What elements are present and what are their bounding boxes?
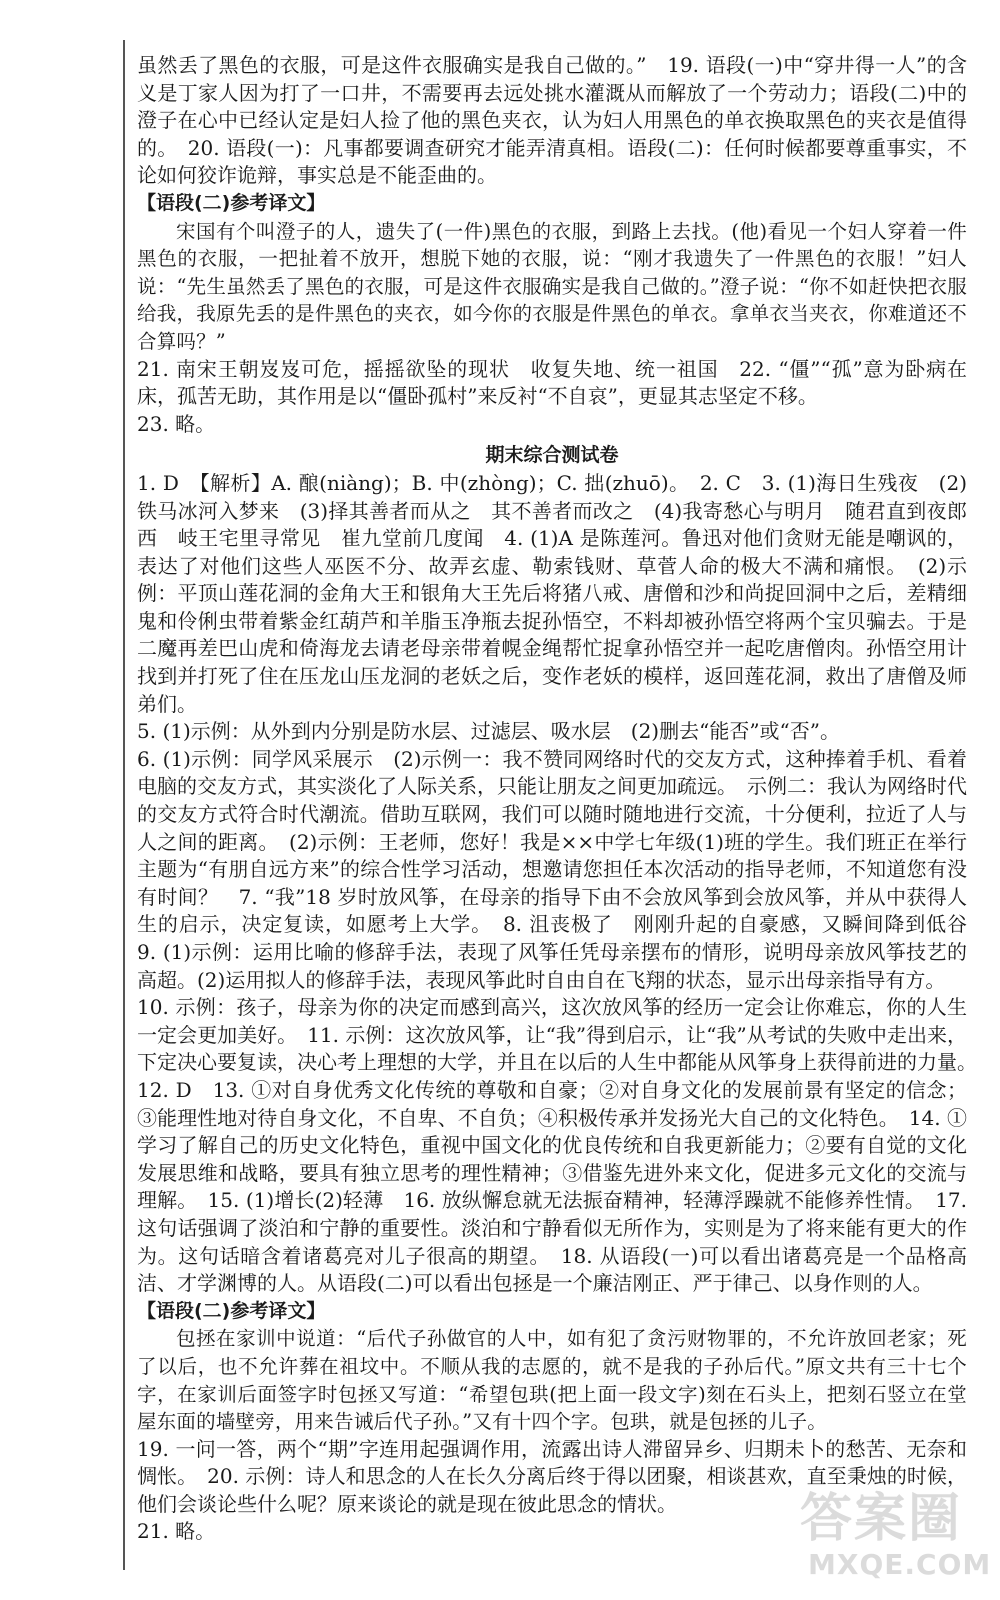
left-margin-rule <box>123 40 125 1570</box>
section-title: 期末综合测试卷 <box>485 444 619 467</box>
answer-paragraph: 10. 示例：孩子，母亲为你的决定而感到高兴，这次放风筝的经历一定会让你难忘，你的人生一定会更加美好。 11. 示例：这次放风筝，让“我”得到启示，让“我”从考试的失败中走出来，下定决心要复读，决心考上理想的大学，并且在以后的人生中都能从风筝身上获得前进的力量。 12. D 13. ①对自身优秀文化传统的尊敬和自豪；②对自身文化的发展前景有坚定的信念；③能理性地对待自身文化，不自卑、不自负；④积极传承并发扬光大自己的文化特色。 14. ①学习了解自己的历史文化特色，重视中国文化的优良传统和自我更新能力；②要有自觉的文化发展思维和战略，要具有独立思考的理性精神；③借鉴先进外来文化，促进多元文化的交流与理解。 15. (1)增长(2)轻薄 16. 放纵懈怠就无法振奋精神，轻薄浮躁就不能修养性情。 17. 这句话强调了淡泊和宁静的重要性。淡泊和宁静看似无所作为，实则是为了将来能有更大的作为。这句话暗含着诸葛亮对儿子很高的期望。 18. 从语段(一)可以看出诸葛亮是一个品格高洁、才学渊博的人。从语段(二)可以看出包拯是一个廉洁刚正、严于律己、以身作则的人。 <box>137 995 987 1296</box>
answer-paragraph: 21. 略。 <box>137 1519 216 1544</box>
answer-paragraph: 6. (1)示例：同学风采展示 (2)示例一：我不赞同网络时代的交友方式，这种捧着手机、看着电脑的交友方式，其实淡化了人际关系，只能让朋友之间更加疏远。 示例二：我认为网络时代的交友方式符合时代潮流。借助互联网，我们可以随时随地进行交流，十分便利，拉近了人与人之间的距离。 (2)示例：王老师，您好！我是××中学七年级(1)班的学生。我们班正在举行主题为“有朋自远方来”的综合性学习活动，想邀请您担任本次活动的指导老师，不知道您有没有时间？ 7. “我”18 岁时放风筝，在母亲的指导下由不会放风筝到会放风筝，并从中获得人生的启示，决定复读，如愿考上大学。 8. 沮丧极了 刚刚升起的自豪感，又瞬间降到低谷 9. (1)示例：运用比喻的修辞手法，表现了风筝任凭母亲摆布的情形，说明母亲放风筝技艺的高超。(2)运用拟人的修辞手法，表现风筝此时自由自在飞翔的状态，显示出母亲指导有方。 <box>137 746 987 992</box>
answer-paragraph: 虽然丢了黑色的衣服，可是这件衣服确实是我自己做的。” 19. 语段(一)中“穿井得一人”的含义是丁家人因为打了一口井，不需要再去远处挑水灌溉从而解放了一个劳动力；语段(二)中的澄子在心中已经认定是妇人捡了他的黑色夹衣，认为妇人用黑色的单衣换取黑色的夹衣是值得的。 20. 语段(一)：凡事都要调查研究才能弄清真相。语段(二)：任何时候都要尊重事实，不论如何狡诈诡辩，事实总是不能歪曲的。 <box>137 53 967 188</box>
answer-paragraph: 19. 一问一答，两个“期”字连用起强调作用，流露出诗人滞留异乡、归期未卜的愁苦、无奈和惆怅。 20. 示例：诗人和思念的人在长久分离后终于得以团聚，相谈甚欢，直至秉烛的时候，他们会谈论些什么呢？原来谈论的就是现在彼此思念的情状。 <box>137 1436 967 1516</box>
translation-heading: 【语段(二)参考译文】 <box>137 191 326 214</box>
answer-paragraph: 5. (1)示例：从外到内分别是防水层、过滤层、吸水层 (2)删去“能否”或“否”。 <box>137 719 840 744</box>
translation-paragraph: 包拯在家训中说道：“后代子孙做官的人中，如有犯了贪污财物罪的，不允许放回老家；死了以后，也不允许葬在祖坟中。不顺从我的志愿的，就不是我的子孙后代。”原文共有三十七个字，在家训后面签字时包拯又写道：“希望包珙(把上面一段文字)刻在石头上，把刻石竖立在堂屋东面的墙壁旁，用来告诫后代子孙。”又有十四个字。包珙，就是包拯的儿子。 <box>137 1327 967 1434</box>
translation-paragraph: 宋国有个叫澄子的人，遗失了(一件)黑色的衣服，到路上去找。(他)看见一个妇人穿着一件黑色的衣服，一把扯着不放开，想脱下她的衣服，说：“刚才我遗失了一件黑色的衣服！”妇人说：“先生虽然丢了黑色的衣服，可是这件衣服确实是我自己做的。”澄子说：“你不如赶快把衣服给我，我原先丢的是件黑色的夹衣，如今你的衣服是件黑色的单衣。拿单衣当夹衣，你难道还不合算吗？” <box>137 219 967 353</box>
watermark-logo-text: 答案圈 <box>800 1489 963 1549</box>
answer-paragraph: 23. 略。 <box>137 411 216 436</box>
site-watermark <box>800 1490 990 1590</box>
watermark-url-text: MXQE.COM <box>808 1548 992 1581</box>
answer-key-page <box>137 52 987 1549</box>
answer-paragraph: 1. D 【解析】A. 酿(niàng)；B. 中(zhòng)；C. 拙(zhuō)。 2. C 3. (1)海日生残夜 (2)铁马冰河入梦来 (3)择其善者而从之 其不善者而改之 (4)我寄愁心与明月 随君直到夜郎西 岐王宅里寻常见 崔九堂前几度闻 4. (1)A 是陈莲河。鲁迅对他们贪财无能是嘲讽的，表达了对他们这些人巫医不分、故弄玄虚、勒索钱财、草菅人命的极大不满和痛恨。 (2)示例：平顶山莲花洞的金角大王和银角大王先后将猪八戒、唐僧和沙和尚捉回洞中之后，差精细鬼和伶俐虫带着紫金红葫芦和羊脂玉净瓶去捉孙悟空，不料却被孙悟空将两个宝贝骗去。于是二魔再差巴山虎和倚海龙去请老母亲带着幌金绳帮忙捉拿孙悟空并一起吃唐僧肉。孙悟空用计找到并打死了住在压龙山压龙洞的老妖之后，变作老妖的模样，返回莲花洞，救出了唐僧及师弟们。 <box>137 470 967 716</box>
answer-paragraph: 21. 南宋王朝岌岌可危，摇摇欲坠的现状 收复失地、统一祖国 22. “僵”“孤”意为卧病在床，孤苦无助，其作用是以“僵卧孤村”来反衬“不自哀”，更显其志坚定不移。 <box>137 356 967 409</box>
translation-heading: 【语段(二)参考译文】 <box>137 1299 326 1322</box>
